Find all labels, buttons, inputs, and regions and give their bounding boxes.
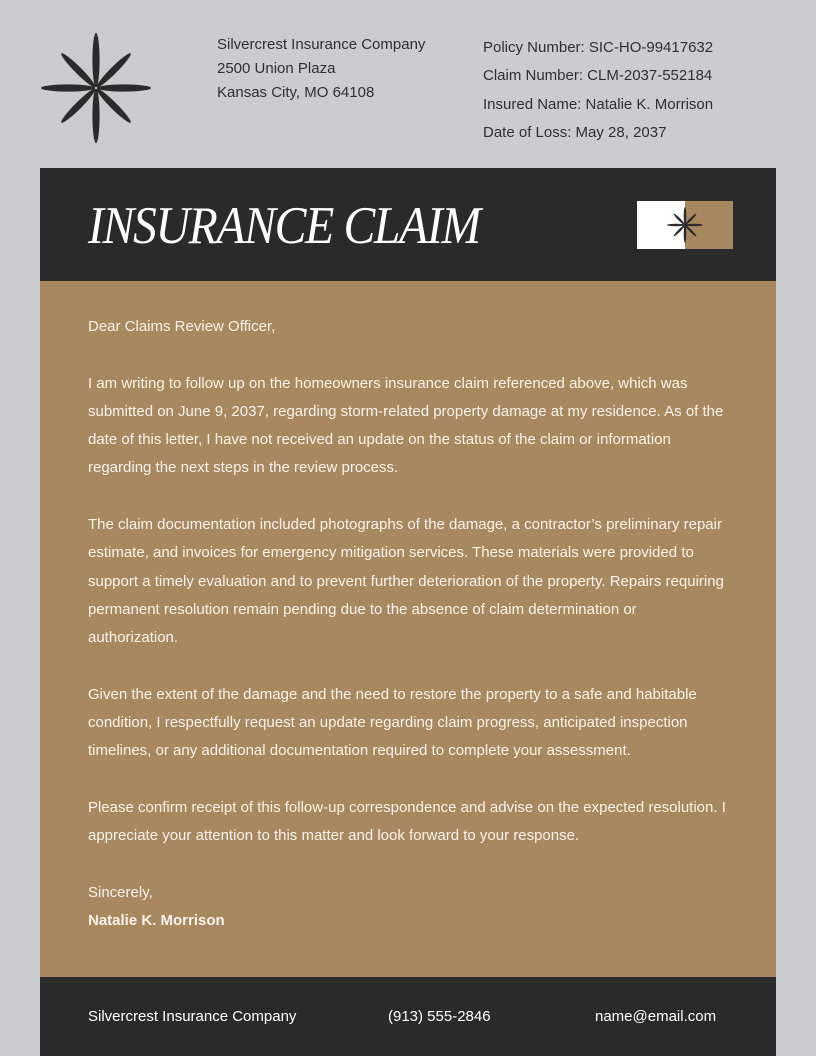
footer [40, 977, 776, 1056]
insured-name: Insured Name: Natalie K. Morrison [483, 95, 714, 113]
paragraph-1: I am writing to follow up on the homeowners insurance claim referenced above, which was submitted on June 9, 2037, regarding storm-related property damage at my residence. As of the date of this letter, I have not received an update on the status of the claim or information regarding the next steps in the review process. [88, 374, 724, 477]
letter-body [40, 281, 776, 977]
page-title: INSURANCE CLAIM [88, 197, 480, 255]
paragraph-3: Given the extent of the damage and the need to restore the property to a safe and habitable condition, I respectfully request an update regarding claim progress, anticipated inspection timelines, or any additional documentation required to complete your assessment. [88, 685, 697, 760]
closing: Sincerely, [88, 883, 153, 901]
footer-email: name@email.com [595, 1008, 717, 1025]
date-of-loss: Date of Loss: May 28, 2037 [483, 123, 667, 141]
salutation: Dear Claims Review Officer, [88, 318, 276, 335]
claim-details [483, 34, 713, 147]
paragraph-4: Please confirm receipt of this follow-up correspondence and advise on the expected resolution. I appreciate your attention to this matter and look forward to your response. [88, 799, 726, 845]
eight-petal-star-icon [38, 30, 154, 146]
company-address [217, 33, 425, 105]
footer-company: Silvercrest Insurance Company [88, 1008, 297, 1025]
policy-number: Policy Number: SIC-HO-99417632 [483, 39, 714, 56]
address-line-2: Kansas City, MO 64108 [217, 84, 375, 101]
paragraph-2: The claim documentation included photographs of the damage, a contractor’s preliminary repair estimate, and invoices for emergency mitigation services. These materials were provided to support a timely evaluation and to prevent further deterioration of the property. Repairs requiring permanent resolution remain pending due to the absence of claim determination or authorization. [88, 516, 724, 647]
footer-phone: (913) 555-2846 [388, 1008, 491, 1025]
letter-content [88, 313, 728, 936]
title-badge [637, 201, 733, 249]
claim-number: Claim Number: CLM-2037-552184 [483, 67, 713, 85]
company-name: Silvercrest Insurance Company [217, 36, 426, 53]
address-line-1: 2500 Union Plaza [217, 60, 336, 77]
title-bar [40, 168, 776, 281]
signature: Natalie K. Morrison [88, 912, 225, 930]
eight-petal-star-icon [666, 206, 704, 244]
